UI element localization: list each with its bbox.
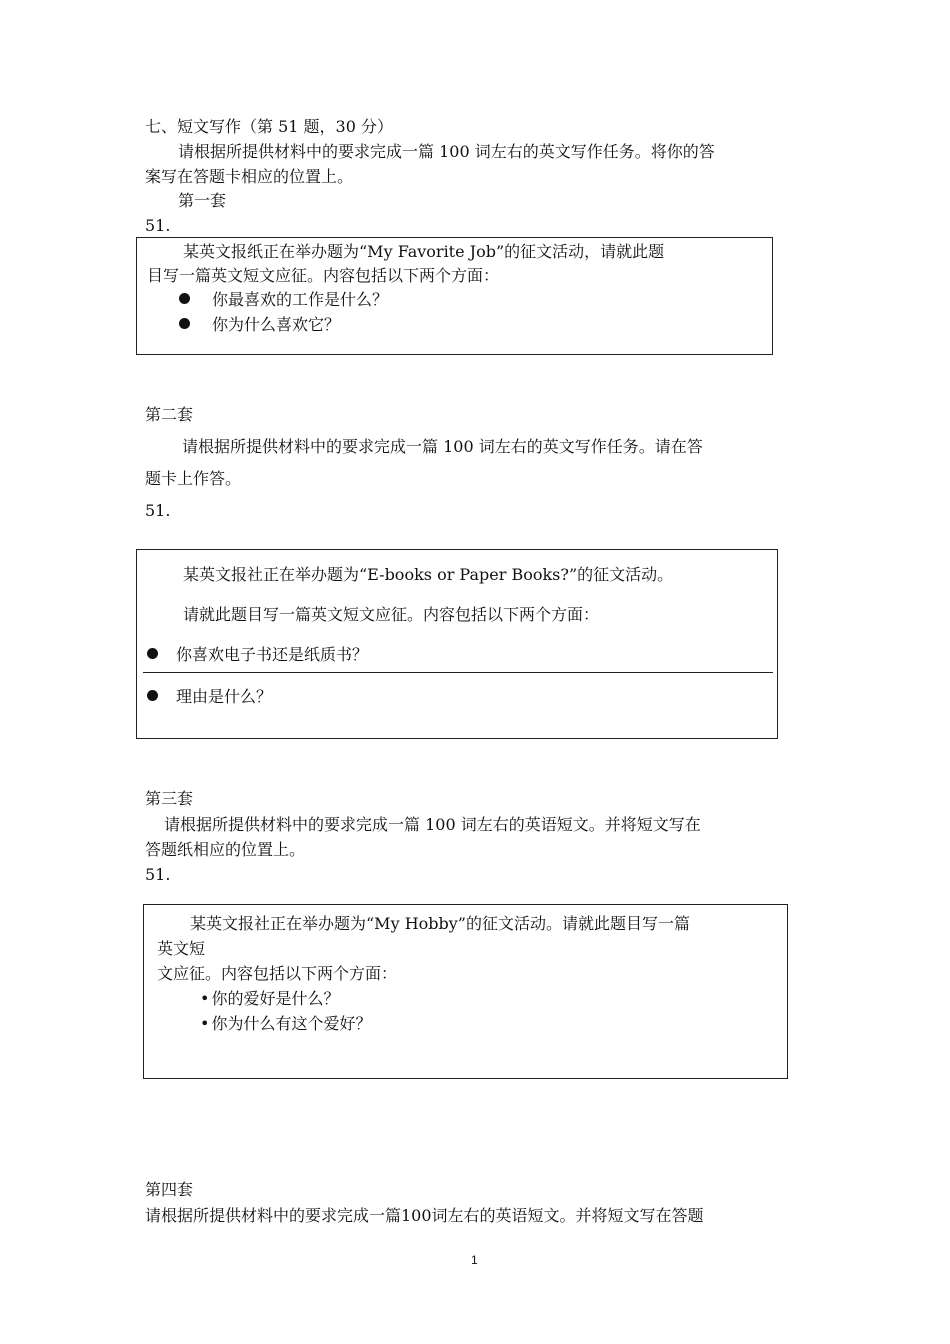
set1-label: 第一套 bbox=[178, 191, 227, 210]
set2-question-number: 51. bbox=[145, 501, 171, 520]
set3-intro-line-2: 答题纸相应的位置上。 bbox=[145, 840, 306, 859]
set3-bullet-item-1 bbox=[200, 988, 339, 1010]
set1-question-number: 51. bbox=[145, 216, 171, 235]
set3-question-number: 51. bbox=[145, 865, 171, 884]
set1-prompt-box bbox=[136, 237, 773, 355]
set3-box-line-2: 英文短 bbox=[157, 939, 206, 958]
set2-intro-line-2: 题卡上作答。 bbox=[145, 469, 242, 488]
set1-bullet-text-2: 你为什么喜欢它？ bbox=[212, 315, 341, 334]
bullet-icon: • bbox=[200, 989, 210, 1008]
set3-bullet-item-2 bbox=[200, 1013, 371, 1035]
set1-box-line-2: 目写一篇英文短文应征。内容包括以下两个方面： bbox=[147, 266, 500, 285]
set2-bullet-item-1 bbox=[147, 644, 368, 666]
set2-bullet-text-1: 你喜欢电子书还是纸质书？ bbox=[176, 645, 369, 664]
set4-intro-line-1: 请根据所提供材料中的要求完成一篇100词左右的英语短文。并将短文写在答题 bbox=[145, 1206, 704, 1225]
set1-bullet-text-1: 你最喜欢的工作是什么？ bbox=[212, 290, 389, 309]
section-title: 七、短文写作（第 51 题，30 分） bbox=[145, 117, 393, 136]
bullet-icon bbox=[147, 648, 158, 659]
set2-bullet-text-2: 理由是什么？ bbox=[176, 687, 273, 706]
intro-line-1: 请根据所提供材料中的要求完成一篇 100 词左右的英文写作任务。将你的答 bbox=[178, 142, 715, 161]
set2-box-line-2: 请就此题目写一篇英文短文应征。内容包括以下两个方面： bbox=[183, 605, 600, 624]
set3-bullet-text-1: 你的爱好是什么？ bbox=[211, 989, 340, 1008]
set2-box-line-1: 某英文报社正在举办题为“E-books or Paper Books?”的征文活动。 bbox=[183, 565, 674, 584]
set3-prompt-box bbox=[143, 904, 788, 1079]
set1-bullet-item-2 bbox=[179, 314, 340, 336]
bullet-icon bbox=[179, 318, 190, 329]
set1-bullet-item-1 bbox=[179, 289, 388, 311]
set2-prompt-box bbox=[136, 549, 778, 739]
set4-label: 第四套 bbox=[145, 1180, 194, 1199]
set1-box-line-1: 某英文报纸正在举办题为“My Favorite Job”的征文活动，请就此题 bbox=[183, 242, 665, 261]
set3-label: 第三套 bbox=[145, 789, 194, 808]
bullet-icon bbox=[147, 690, 158, 701]
bullet-icon: • bbox=[200, 1014, 210, 1033]
bullet-icon bbox=[179, 293, 190, 304]
set3-intro-line-1: 请根据所提供材料中的要求完成一篇 100 词左右的英语短文。并将短文写在 bbox=[164, 815, 701, 834]
set2-intro-line-1: 请根据所提供材料中的要求完成一篇 100 词左右的英文写作任务。请在答 bbox=[182, 437, 703, 456]
page-number: 1 bbox=[471, 1253, 478, 1267]
set2-divider bbox=[143, 672, 773, 673]
set3-bullet-text-2: 你为什么有这个爱好？ bbox=[211, 1014, 372, 1033]
set3-box-line-1: 某英文报社正在举办题为“My Hobby”的征文活动。请就此题目写一篇 bbox=[190, 914, 690, 933]
set2-bullet-item-2 bbox=[147, 686, 272, 708]
intro-line-2: 案写在答题卡相应的位置上。 bbox=[145, 167, 354, 186]
set2-label: 第二套 bbox=[145, 405, 194, 424]
set3-box-line-3: 文应征。内容包括以下两个方面： bbox=[157, 964, 398, 983]
